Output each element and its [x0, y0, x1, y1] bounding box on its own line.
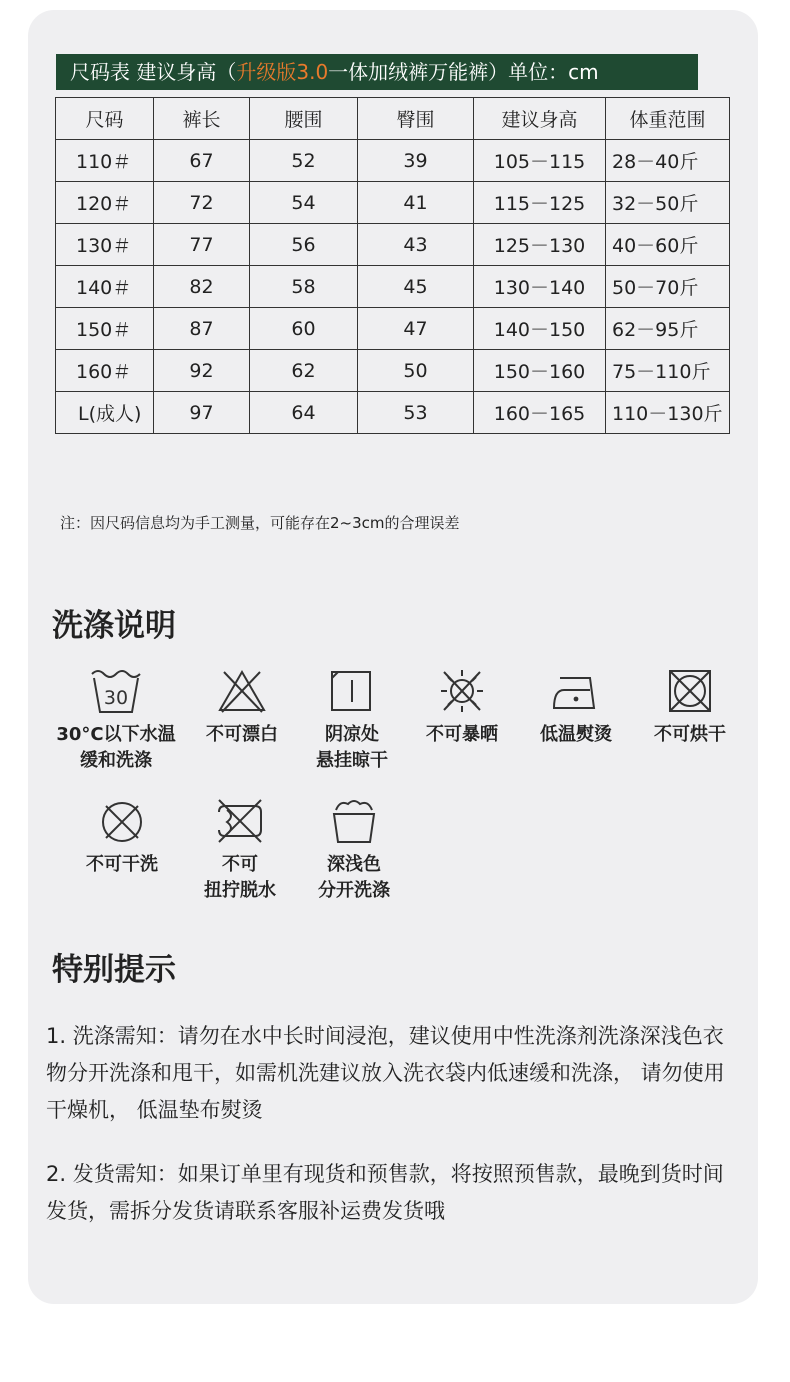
low-iron-icon — [550, 666, 602, 716]
cell-length: 97 — [154, 392, 250, 434]
header-height: 建议身高 — [474, 98, 606, 140]
cell-weight: 40－60斤 — [606, 224, 730, 266]
header-size: 尺码 — [56, 98, 154, 140]
no-dry-clean-icon — [96, 796, 148, 846]
measurement-note: 注：因尺码信息均为手工测量，可能存在2~3cm的合理误差 — [60, 514, 460, 532]
care-item-no-dry-clean — [62, 796, 182, 878]
cell-waist: 62 — [250, 350, 358, 392]
size-table — [55, 97, 730, 434]
care-label: 阴凉处 — [325, 724, 379, 745]
cell-height: 150－160 — [474, 350, 606, 392]
header-weight: 体重范围 — [606, 98, 730, 140]
care-label: 缓和洗涤 — [80, 750, 152, 771]
cell-length: 82 — [154, 266, 250, 308]
cell-height: 160－165 — [474, 392, 606, 434]
cell-waist: 54 — [250, 182, 358, 224]
cell-length: 77 — [154, 224, 250, 266]
wash-30-icon — [88, 666, 144, 716]
size-chart-title: 尺码表 建议身高（升级版3.0一体加绒裤万能裤）单位：cm — [56, 54, 698, 90]
cell-waist: 60 — [250, 308, 358, 350]
cell-height: 125－130 — [474, 224, 606, 266]
cell-height: 105－115 — [474, 140, 606, 182]
care-label: 低温熨烫 — [540, 724, 612, 745]
cell-size: L(成人) — [56, 392, 154, 434]
table-row — [56, 224, 730, 266]
care-label: 不可漂白 — [206, 724, 278, 745]
cell-height: 115－125 — [474, 182, 606, 224]
header-hip: 臀围 — [358, 98, 474, 140]
table-row — [56, 350, 730, 392]
tip-washing: 1. 洗涤需知：请勿在水中长时间浸泡，建议使用中性洗涤剂洗涤深浅色衣物分开洗涤和甩干，如需机洗建议放入洗衣袋内低速缓和洗涤， 请勿使用干燥机， 低温垫布熨烫 — [46, 1024, 725, 1122]
cell-hip: 43 — [358, 224, 474, 266]
care-item-no-wring — [180, 796, 300, 904]
header-waist: 腰围 — [250, 98, 358, 140]
header-pants-length: 裤长 — [154, 98, 250, 140]
cell-length: 67 — [154, 140, 250, 182]
cell-weight: 50－70斤 — [606, 266, 730, 308]
cell-weight: 28－40斤 — [606, 140, 730, 182]
cell-weight: 75－110斤 — [606, 350, 730, 392]
cell-hip: 41 — [358, 182, 474, 224]
care-item-wash-30 — [56, 666, 176, 774]
cell-waist: 52 — [250, 140, 358, 182]
care-label: 不可 — [222, 854, 258, 875]
care-label: 不可暴晒 — [426, 724, 498, 745]
cell-weight: 32－50斤 — [606, 182, 730, 224]
tips-section-title: 特别提示 — [52, 952, 176, 988]
cell-weight: 62－95斤 — [606, 308, 730, 350]
washing-section-title: 洗涤说明 — [52, 608, 176, 644]
no-wring-icon — [213, 796, 267, 846]
cell-waist: 58 — [250, 266, 358, 308]
cell-weight: 110－130斤 — [606, 392, 730, 434]
line-dry-shade-icon — [326, 666, 378, 716]
cell-hip: 45 — [358, 266, 474, 308]
cell-size: 150＃ — [56, 308, 154, 350]
cell-height: 140－150 — [474, 308, 606, 350]
care-item-line-dry — [292, 666, 412, 774]
care-item-no-tumble-dry — [630, 666, 750, 748]
care-item-no-sun — [402, 666, 522, 748]
cell-hip: 53 — [358, 392, 474, 434]
tip-shipping: 2. 发货需知：如果订单里有现货和预售款，将按照预售款，最晚到货时间发货，需拆分发货请联系客服补运费发货哦 — [46, 1162, 724, 1223]
separate-colors-icon — [328, 796, 380, 846]
version-highlight: 升级版3.0 — [236, 60, 329, 84]
table-row — [56, 308, 730, 350]
care-item-low-iron — [516, 666, 636, 748]
no-sun-icon — [436, 666, 488, 716]
cell-size: 160＃ — [56, 350, 154, 392]
care-item-separate-colors — [294, 796, 414, 904]
care-label: 不可烘干 — [654, 724, 726, 745]
care-label: 深浅色 — [327, 854, 381, 875]
care-label: 30°C以下水温 — [56, 724, 176, 745]
cell-hip: 47 — [358, 308, 474, 350]
cell-hip: 50 — [358, 350, 474, 392]
cell-waist: 56 — [250, 224, 358, 266]
cell-hip: 39 — [358, 140, 474, 182]
cell-waist: 64 — [250, 392, 358, 434]
no-bleach-icon — [216, 666, 268, 716]
no-tumble-dry-icon — [664, 666, 716, 716]
table-row — [56, 140, 730, 182]
care-label: 分开洗涤 — [318, 880, 390, 901]
cell-size: 110＃ — [56, 140, 154, 182]
table-row — [56, 266, 730, 308]
cell-length: 92 — [154, 350, 250, 392]
cell-size: 120＃ — [56, 182, 154, 224]
care-label: 扭拧脱水 — [204, 880, 276, 901]
care-label: 不可干洗 — [86, 854, 158, 875]
wash-temperature-number: 30 — [103, 687, 129, 709]
cell-size: 140＃ — [56, 266, 154, 308]
care-label: 悬挂晾干 — [316, 750, 388, 771]
table-header-row — [56, 98, 730, 140]
table-row — [56, 392, 730, 434]
cell-size: 130＃ — [56, 224, 154, 266]
care-item-no-bleach — [182, 666, 302, 748]
cell-length: 72 — [154, 182, 250, 224]
table-row — [56, 182, 730, 224]
cell-height: 130－140 — [474, 266, 606, 308]
cell-length: 87 — [154, 308, 250, 350]
